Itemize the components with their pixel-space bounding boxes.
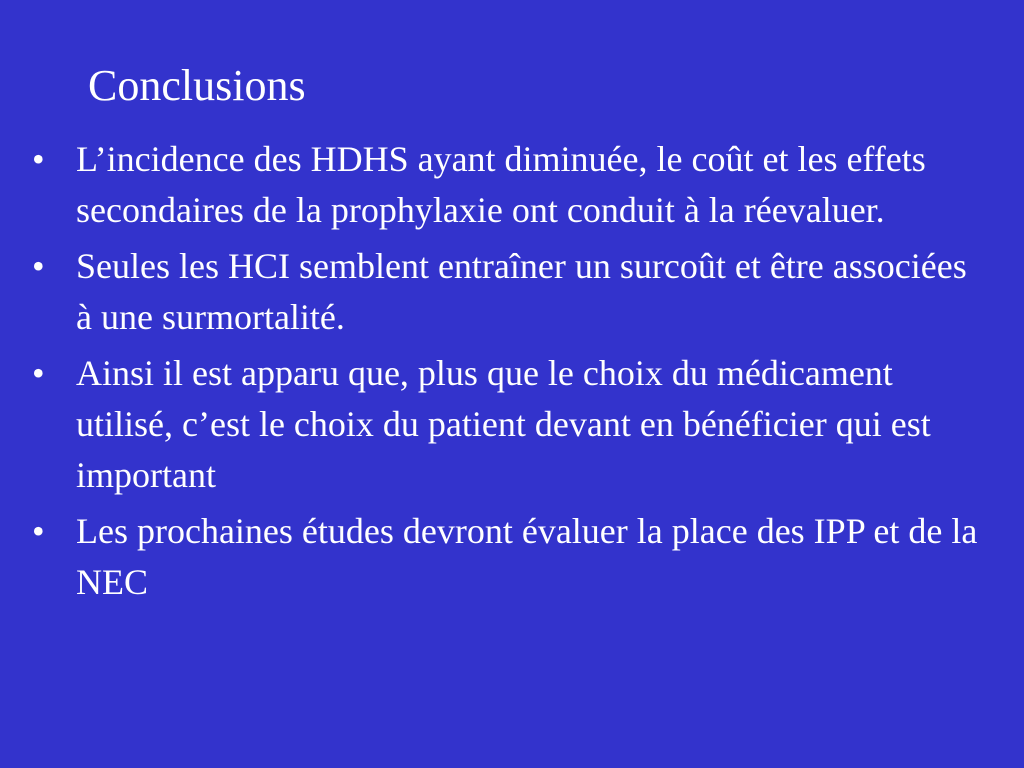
bullet-item	[30, 506, 990, 608]
bullet-text: Seules les HCI semblent entraîner un surcoût et être associées à une surmortalité.	[76, 246, 967, 337]
bullet-item	[30, 134, 990, 236]
slide-title: Conclusions	[88, 61, 306, 110]
bullet-icon: •	[32, 139, 45, 179]
bullet-icon: •	[32, 353, 45, 393]
bullet-text: Les prochaines études devront évaluer la place des IPP et de la NEC	[76, 511, 978, 602]
bullet-item	[30, 348, 990, 501]
bullet-icon: •	[32, 511, 45, 551]
bullet-list	[30, 134, 990, 613]
bullet-item	[30, 241, 990, 343]
bullet-text: L’incidence des HDHS ayant diminuée, le coût et les effets secondaires de la prophylaxie ont conduit à la réevaluer.	[76, 139, 926, 230]
bullet-text: Ainsi il est apparu que, plus que le choix du médicament utilisé, c’est le choix du patient devant en bénéficier qui est important	[76, 353, 931, 495]
bullet-icon: •	[32, 246, 45, 286]
